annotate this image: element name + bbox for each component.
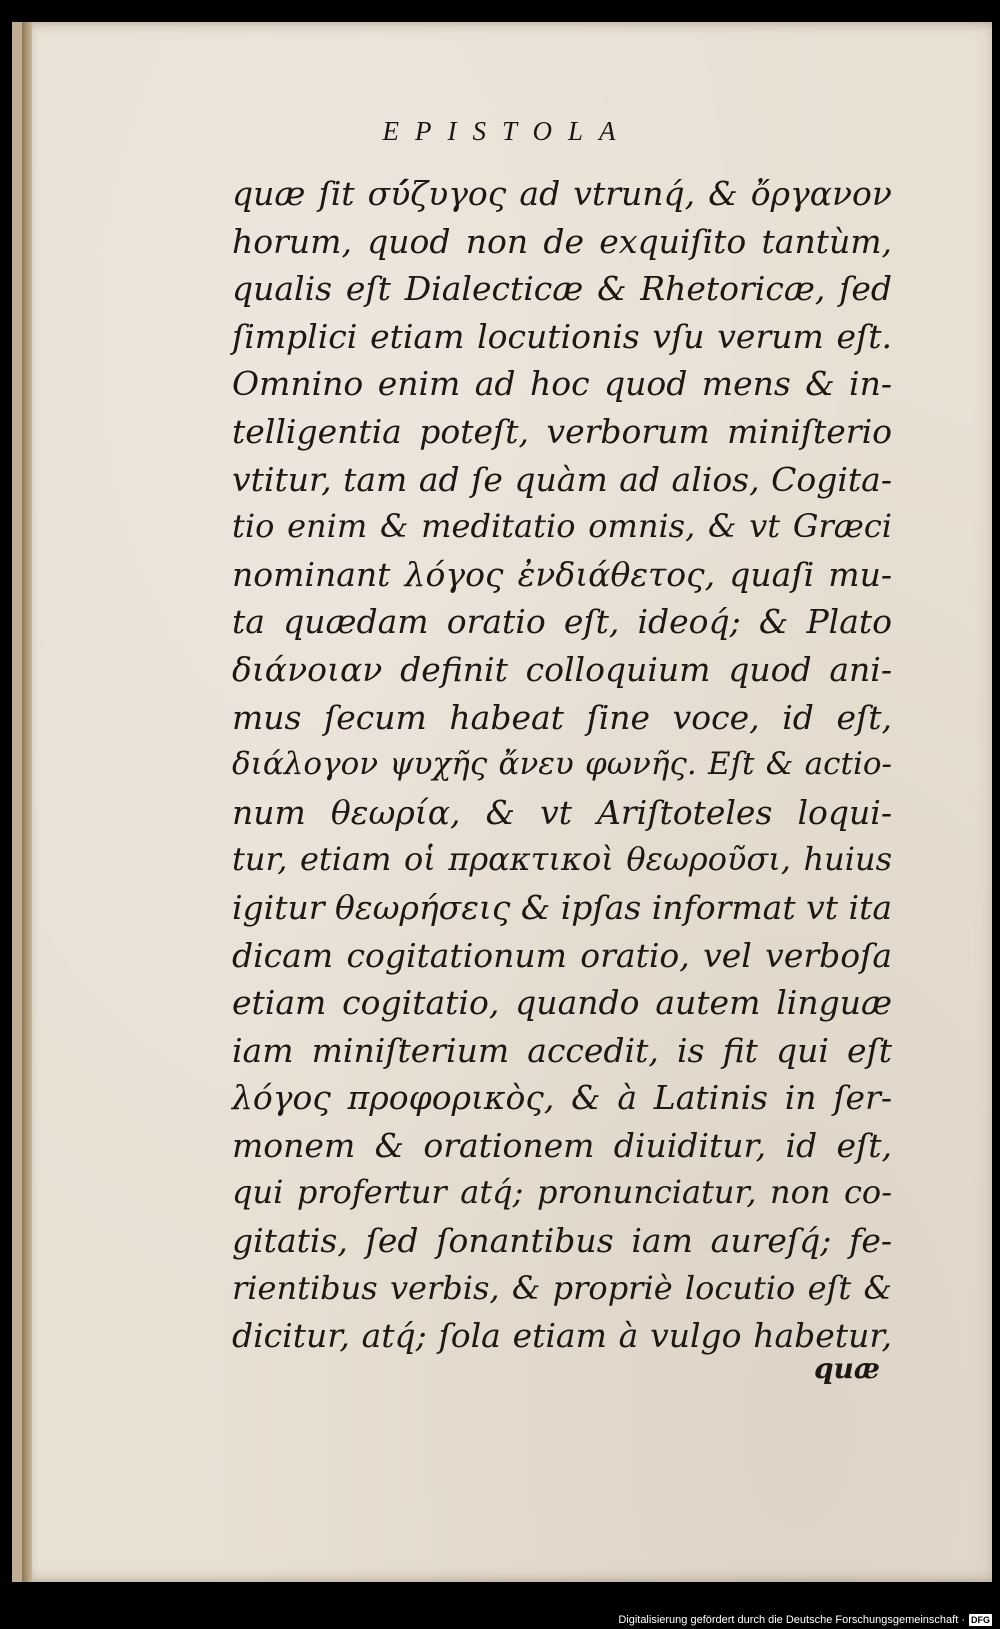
text-line: num θεωρία, & vt Ariſtoteles loqui- [232, 792, 892, 832]
digitization-footer [618, 1614, 992, 1626]
text-line: διάνοιαν definit colloquium quod ani- [232, 649, 892, 689]
text-line: rientibus verbis, & propriè locutio eſt & [232, 1268, 892, 1307]
text-line: tur, etiam οἱ πρακτικοὶ θεωροῦσι, huius [232, 840, 892, 879]
text-line: etiam cogitatio, quando autem linguæ [232, 983, 892, 1023]
text-line: dicitur, atq́; ſola etiam à vulgo habetur, [232, 1316, 892, 1356]
text-line: igitur θεωρήσεις & ipſas informat vt ita [232, 887, 892, 927]
text-line: λόγος προφορικὸς, & à Latinis in ſer- [232, 1078, 892, 1118]
text-line: monem & orationem diuiditur, id eſt, [232, 1125, 892, 1165]
text-line: telligentia poteſt, verborum miniſterio [232, 411, 892, 451]
body-text [232, 170, 892, 1360]
text-line: Omnino enim ad hoc quod mens & in- [232, 364, 892, 404]
text-line: vtitur, tam ad ſe quàm ad alios, Cogita- [232, 459, 892, 499]
dfg-logo: DFG [971, 1615, 990, 1625]
text-line: ta quædam oratio eſt, ideoq́; & Plato [232, 602, 892, 642]
text-line: qui profertur atq́; pronunciatur, non co- [232, 1173, 892, 1212]
running-head: EPISTOLA [382, 116, 632, 146]
text-line: qualis eſt Dialecticæ & Rhetoricæ, ſed [232, 269, 892, 309]
text-line: nominant λόγος ἐνδιάθετος, quaſi mu- [232, 554, 892, 594]
book-spine [22, 22, 32, 1582]
text-line: tio enim & meditatio omnis, & vt Græci [232, 507, 892, 546]
text-line: horum, quod non de exquiſito tantùm, [232, 221, 892, 261]
text-line: dicam cogitationum oratio, vel verboſa [232, 935, 892, 975]
catchword: quæ [813, 1352, 880, 1385]
text-line: gitatis, ſed ſonantibus iam aureſq́; fe- [232, 1221, 892, 1261]
text-line: διάλογον ψυχῆς ἄνευ φωνῆς. Eſt & actio- [232, 746, 892, 783]
footer-credit: Digitalisierung gefördert durch die Deutsche Forschungsgemeinschaft · [618, 1614, 965, 1626]
text-line: iam miniſterium accedit, is fit qui eſt [232, 1030, 892, 1070]
book-page [12, 22, 992, 1582]
text-line: quæ ſit σύ́ζυγος ad vtrunq́, & ὄργανον [232, 174, 892, 213]
text-line: mus ſecum habeat ſine voce, id eſt, [232, 697, 892, 737]
text-line: ſimplici etiam locutionis vſu verum eſt. [232, 316, 892, 356]
